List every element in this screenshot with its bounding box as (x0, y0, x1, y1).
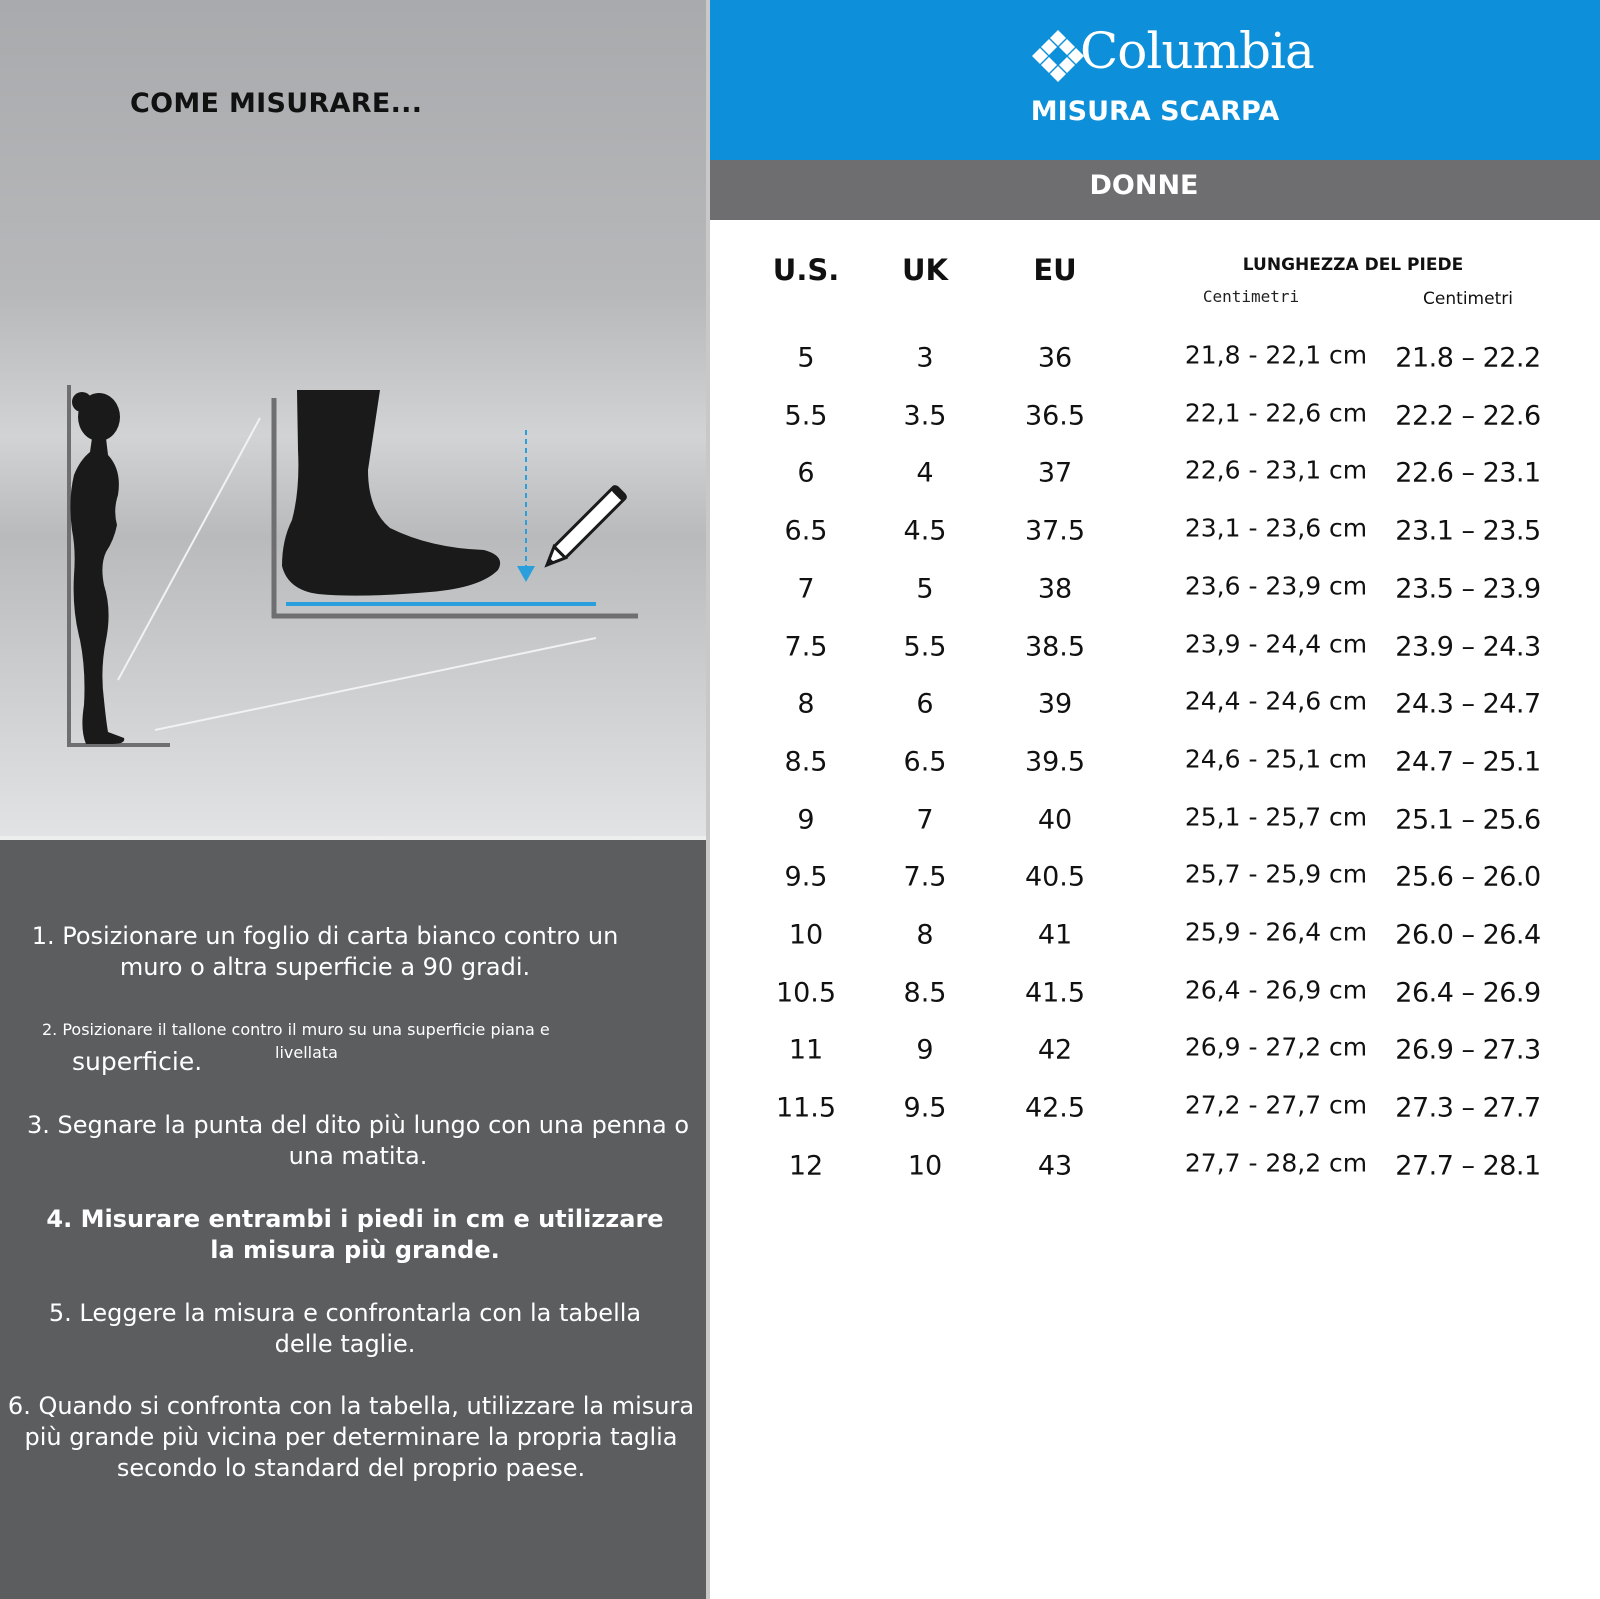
table-cell-eu: 37 (1037, 457, 1073, 489)
table-cell-eu: 41.5 (1024, 977, 1086, 1009)
table-cell-cm-b: 24.7 – 25.1 (1395, 746, 1541, 778)
table-cell-uk: 8 (916, 919, 934, 951)
foot-silhouette-icon (282, 390, 500, 596)
instruction-step-2-word: superficie. (72, 1047, 203, 1076)
table-cell-uk: 4 (916, 457, 934, 489)
table-cell-cm-a: 27,7 - 28,2 cm (1184, 1148, 1368, 1178)
table-cell-uk: 10 (907, 1150, 943, 1182)
table-cell-cm-b: 23.9 – 24.3 (1395, 631, 1541, 662)
column-header-cm-a: Centimetri (1202, 287, 1300, 306)
table-cell-cm-b: 21.8 – 22.2 (1395, 342, 1541, 374)
table-cell-cm-a: 27,2 - 27,7 cm (1184, 1090, 1368, 1120)
table-cell-uk: 8.5 (903, 977, 947, 1009)
table-cell-eu: 41 (1037, 919, 1073, 951)
table-cell-cm-b: 27.7 – 28.1 (1395, 1150, 1541, 1182)
table-cell-cm-a: 21,8 - 22,1 cm (1184, 340, 1368, 370)
table-cell-cm-b: 23.5 – 23.9 (1395, 573, 1541, 605)
table-cell-cm-a: 23,1 - 23,6 cm (1184, 513, 1368, 543)
table-cell-uk: 6 (916, 688, 934, 720)
table-cell-uk: 7.5 (903, 861, 947, 893)
table-cell-cm-a: 24,4 - 24,6 cm (1184, 686, 1368, 716)
table-cell-cm-b: 27.3 – 27.7 (1395, 1092, 1541, 1124)
instruction-step-3: 3. Segnare la punta del dito più lungo con una penna o una matita. (26, 1111, 690, 1170)
table-cell-eu: 40.5 (1024, 861, 1086, 893)
table-cell-uk: 7 (916, 804, 934, 836)
instructions-panel (0, 840, 708, 1599)
table-cell-cm-a: 25,1 - 25,7 cm (1184, 802, 1368, 832)
table-cell-cm-b: 22.2 – 22.6 (1395, 400, 1541, 432)
gender-bar (710, 160, 1600, 220)
table-cell-us: 11 (788, 1034, 824, 1066)
table-cell-us: 5.5 (784, 400, 828, 432)
table-cell-cm-a: 22,1 - 22,6 cm (1184, 398, 1368, 428)
table-cell-eu: 38 (1037, 573, 1073, 605)
table-cell-uk: 4.5 (903, 515, 947, 547)
column-header-eu: EU (1033, 253, 1077, 287)
table-cell-cm-b: 26.4 – 26.9 (1395, 977, 1541, 1009)
table-cell-uk: 9.5 (903, 1092, 947, 1124)
table-cell-eu: 42.5 (1024, 1092, 1086, 1124)
instruction-step-5: 5. Leggere la misura e confrontarla con la tabella delle taglie. (48, 1299, 642, 1358)
column-header-foot-length: LUNGHEZZA DEL PIEDE (1242, 255, 1464, 275)
table-cell-cm-a: 25,9 - 26,4 cm (1184, 917, 1368, 947)
table-cell-cm-a: 23,9 - 24,4 cm (1184, 629, 1368, 658)
table-cell-uk: 9 (916, 1034, 934, 1066)
table-cell-cm-b: 23.1 – 23.5 (1395, 515, 1541, 547)
table-cell-us: 12 (788, 1150, 824, 1182)
table-cell-cm-a: 23,6 - 23,9 cm (1184, 571, 1368, 601)
instruction-step-4: 4. Misurare entrambi i piedi in cm e utilizzare la misura più grande. (46, 1205, 664, 1264)
table-cell-us: 5 (797, 342, 815, 374)
table-cell-us: 10.5 (775, 977, 837, 1009)
instruction-step-2-fragment: livellata (275, 1043, 338, 1062)
table-cell-cm-b: 25.6 – 26.0 (1395, 861, 1541, 893)
table-cell-us: 11.5 (775, 1092, 837, 1124)
table-cell-us: 9 (797, 804, 815, 836)
table-cell-us: 7 (797, 573, 815, 605)
measure-arrow-icon (517, 430, 535, 582)
table-cell-eu: 42 (1037, 1034, 1073, 1066)
table-cell-eu: 37.5 (1024, 515, 1086, 547)
table-cell-us: 6 (797, 457, 815, 489)
how-to-measure-title: COME MISURARE... (130, 88, 423, 119)
column-header-uk: UK (901, 253, 949, 287)
columbia-diamond-logo-icon (1028, 28, 1088, 84)
table-cell-uk: 3 (916, 342, 934, 374)
instruction-step-6: 6. Quando si confronta con la tabella, utilizzare la misura più grande più vicina per determinare la propria taglia secondo lo standard del proprio paese. (7, 1392, 695, 1482)
table-cell-eu: 39 (1037, 688, 1073, 720)
table-cell-eu: 36.5 (1024, 400, 1086, 432)
table-cell-eu: 40 (1037, 804, 1073, 836)
table-cell-us: 6.5 (784, 515, 828, 547)
table-cell-cm-a: 25,7 - 25,9 cm (1184, 859, 1368, 889)
table-cell-us: 10 (788, 919, 824, 951)
measuring-illustration (0, 360, 708, 760)
how-to-measure-panel (0, 0, 708, 838)
table-cell-cm-b: 26.9 – 27.3 (1395, 1034, 1541, 1066)
table-cell-cm-a: 26,4 - 26,9 cm (1184, 975, 1368, 1005)
table-cell-uk: 3.5 (903, 400, 947, 432)
chart-subtitle: MISURA SCARPA (1030, 96, 1280, 127)
table-cell-uk: 5.5 (903, 631, 947, 662)
table-cell-cm-b: 26.0 – 26.4 (1395, 919, 1541, 951)
brand-name: Columbia (1080, 22, 1314, 80)
table-cell-eu: 43 (1037, 1150, 1073, 1182)
table-cell-cm-a: 26,9 - 27,2 cm (1184, 1032, 1368, 1062)
table-cell-us: 7.5 (784, 631, 828, 662)
table-cell-eu: 39.5 (1024, 746, 1086, 778)
column-header-cm-b: Centimetri (1423, 289, 1513, 309)
table-cell-eu: 38.5 (1024, 631, 1086, 662)
table-cell-cm-b: 25.1 – 25.6 (1395, 804, 1541, 836)
gender-label: DONNE (1089, 170, 1199, 201)
woman-silhouette-icon (67, 385, 170, 745)
pencil-icon (541, 484, 627, 570)
brand-header (710, 0, 1600, 160)
table-cell-cm-a: 24,6 - 25,1 cm (1184, 744, 1368, 774)
table-cell-cm-b: 24.3 – 24.7 (1395, 688, 1541, 720)
table-cell-cm-a: 22,6 - 23,1 cm (1184, 455, 1368, 485)
column-separator (706, 0, 710, 1599)
table-cell-us: 8.5 (784, 746, 828, 778)
instruction-step-2: 2. Posizionare il tallone contro il muro su una superficie piana e (42, 1020, 550, 1039)
table-cell-us: 8 (797, 688, 815, 720)
table-cell-cm-b: 22.6 – 23.1 (1395, 457, 1541, 489)
column-header-us: U.S. (772, 253, 840, 287)
table-cell-uk: 5 (916, 573, 934, 605)
instruction-step-1: 1. Posizionare un foglio di carta bianco contro un muro o altra superficie a 90 gradi. (31, 922, 619, 981)
table-cell-eu: 36 (1037, 342, 1073, 374)
table-cell-us: 9.5 (784, 861, 828, 893)
table-cell-uk: 6.5 (903, 746, 947, 778)
